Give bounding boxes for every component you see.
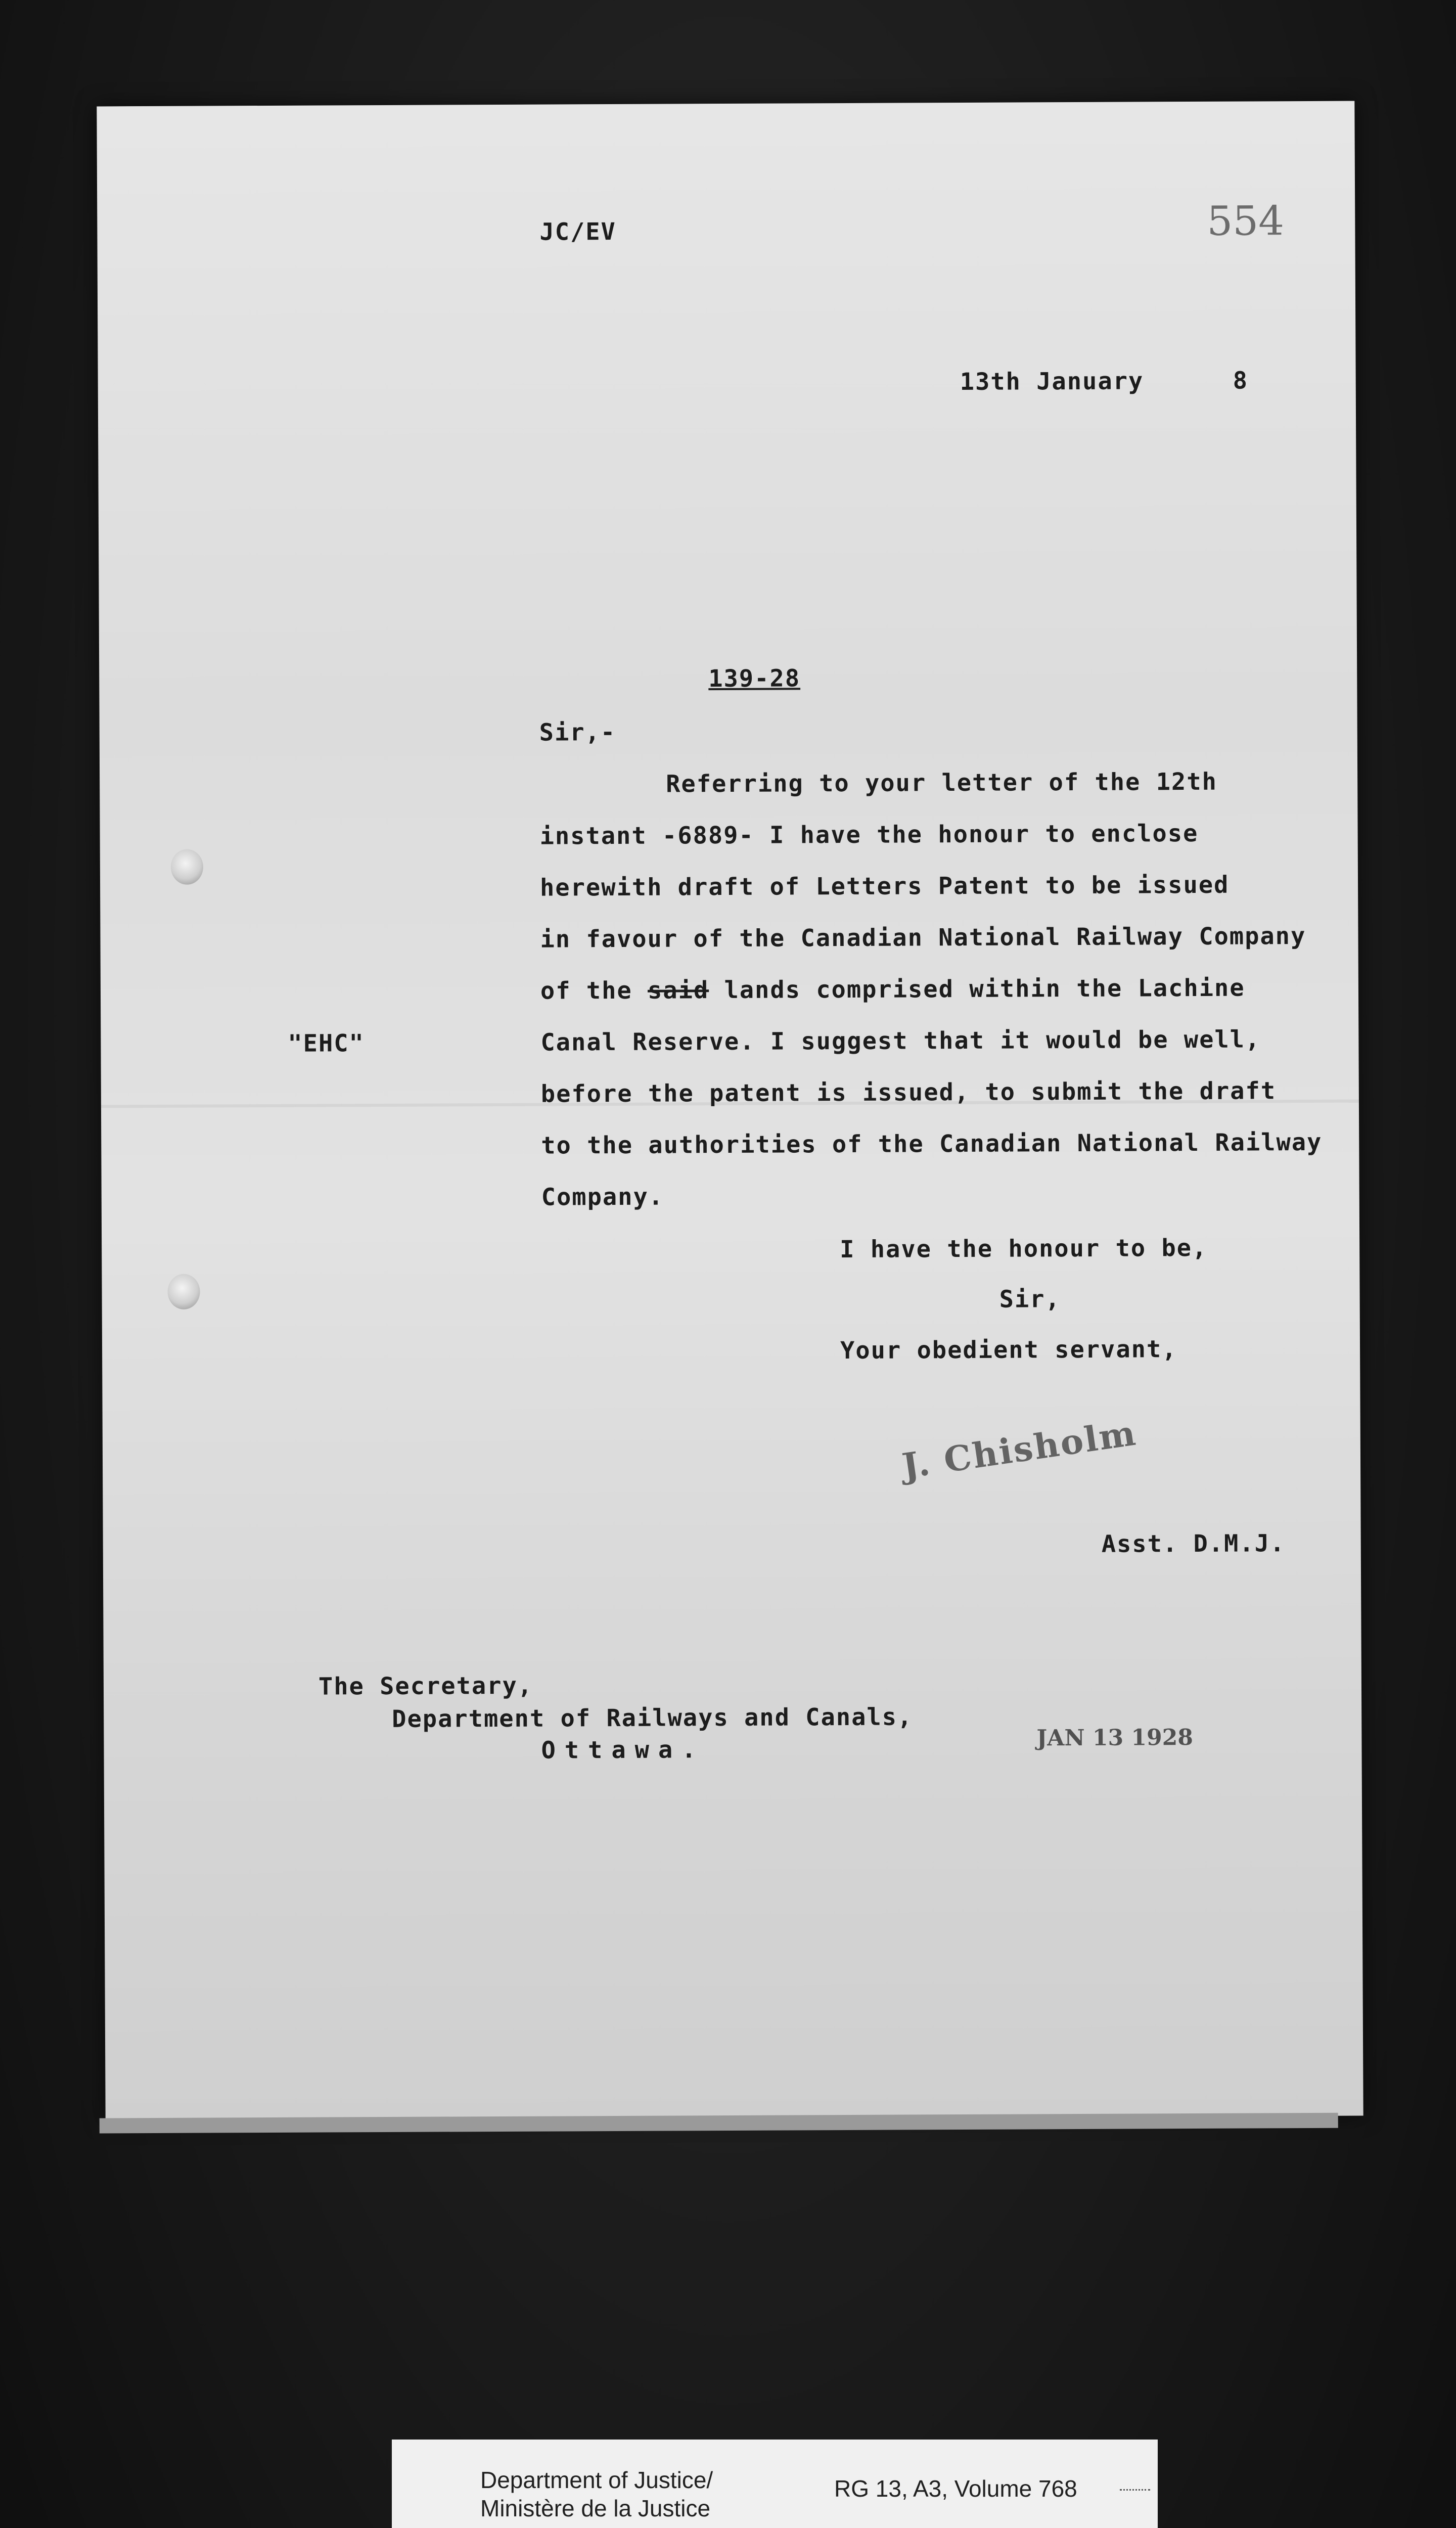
archive-department (480, 2466, 713, 2522)
body-line: Canal Reserve. I suggest that it would be well, (540, 1025, 1261, 1057)
struck-word: said (647, 976, 709, 1005)
body-text: of the (540, 976, 648, 1005)
punch-hole-top (171, 849, 203, 885)
label-divider (1120, 2489, 1150, 2491)
body-line: before the patent is issued, to submit the draft (540, 1077, 1277, 1108)
body-line: Referring to your letter of the 12th (666, 768, 1217, 798)
signatory-title: Asst. D.M.J. (1101, 1529, 1286, 1558)
closing-line: I have the honour to be, (840, 1234, 1208, 1264)
folio-number: 554 (1207, 197, 1285, 245)
department-french: Ministère de la Justice (480, 2495, 711, 2521)
reference-initials: JC/EV (539, 217, 617, 246)
archive-volume: RG 13, A3, Volume 768 (834, 2475, 1077, 2502)
salutation: Sir,- (539, 718, 616, 747)
archive-label (392, 2440, 1158, 2528)
signature-stamp: J. Chisholm (899, 1413, 1140, 1487)
letter-date-year: 8 (1233, 367, 1249, 395)
body-line: in favour of the Canadian National Railway Company (540, 922, 1306, 954)
body-line: herewith draft of Letters Patent to be issued (539, 871, 1230, 902)
addressee-line: The Secretary, (318, 1672, 533, 1701)
file-reference: 139-28 (708, 664, 801, 693)
letter-page (97, 101, 1363, 2121)
body-line: Company. (541, 1183, 664, 1211)
addressee-line: Ottawa. (541, 1736, 705, 1765)
body-line: instant -6889- I have the honour to enclose (539, 819, 1199, 850)
addressee-line: Department of Railways and Canals, (392, 1703, 913, 1733)
letter-date: 13th January (960, 367, 1144, 396)
closing-line: Your obedient servant, (840, 1335, 1177, 1365)
department-english: Department of Justice/ (480, 2467, 713, 2493)
body-line: to the authorities of the Canadian National Railway (541, 1128, 1323, 1160)
punch-hole-bottom (167, 1274, 200, 1310)
body-text: lands comprised within the Lachine (709, 974, 1245, 1005)
closing-line: Sir, (999, 1285, 1061, 1314)
margin-initials: "EHC" (288, 1029, 365, 1058)
received-date-stamp: JAN 13 1928 (1036, 1725, 1194, 1751)
body-line (540, 974, 1245, 1005)
